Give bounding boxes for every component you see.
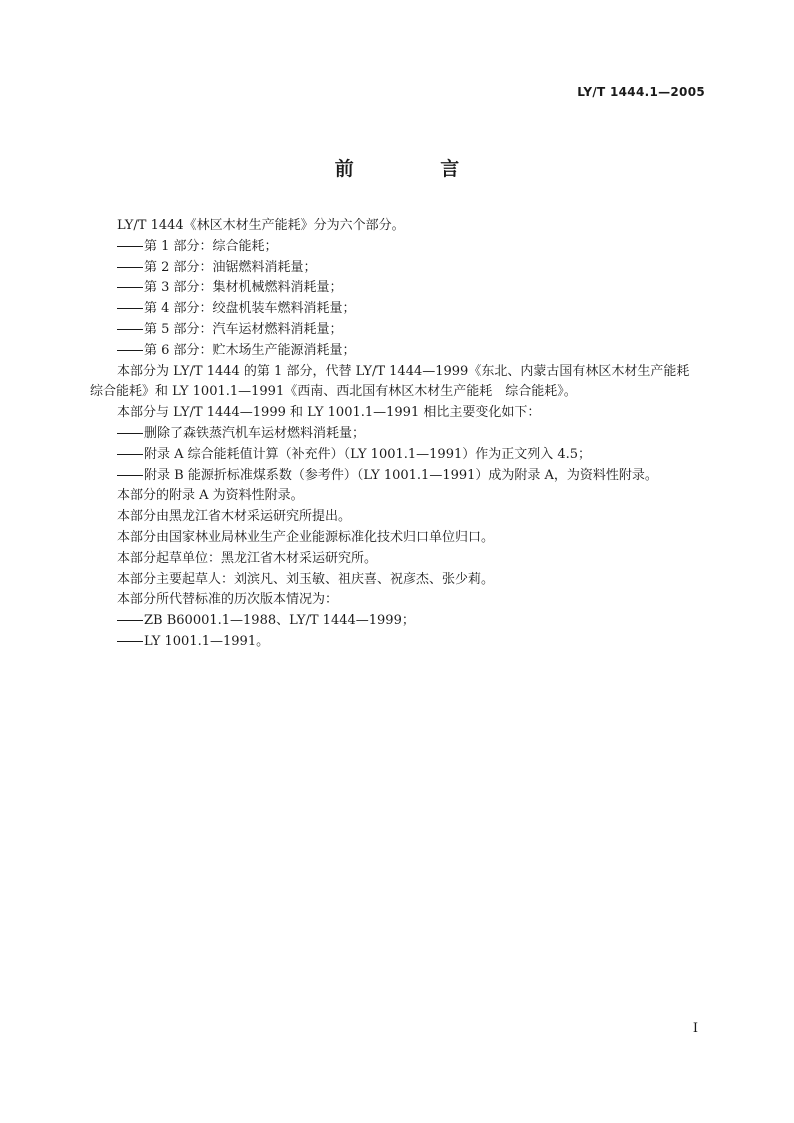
- dash-mark: [117, 329, 143, 330]
- list-item: [90, 237, 694, 258]
- list-item-text: 删除了森铁蒸汽机车运材燃料消耗量；: [144, 425, 366, 441]
- dash-mark: [117, 267, 143, 268]
- dash-mark: [117, 287, 143, 288]
- dash-mark: [117, 433, 143, 434]
- note-paragraph: 本部分的附录 A 为资料性附录。: [117, 488, 304, 504]
- list-item: [90, 445, 694, 466]
- dash-mark: [117, 620, 143, 621]
- list-item: [90, 466, 694, 487]
- list-item-text: 第 6 部分：贮木场生产能源消耗量；: [144, 342, 356, 358]
- list-item: [90, 611, 694, 632]
- document-body: [90, 216, 694, 653]
- page-number: I: [692, 1021, 698, 1036]
- note-paragraph: 本部分由黑龙江省木材采运研究所提出。: [117, 509, 352, 525]
- list-item-text: ZB B60001.1—1988、LY/T 1444—1999；: [144, 613, 415, 629]
- changes-intro: 本部分与 LY/T 1444—1999 和 LY 1001.1—1991 相比主要变化如下：: [117, 405, 541, 421]
- dash-mark: [117, 475, 143, 476]
- list-item: [90, 258, 694, 279]
- list-item: [90, 278, 694, 299]
- replace-paragraph: 本部分为 LY/T 1444 的第 1 部分，代替 LY/T 1444—1999《东北、内蒙古国有林区木材生产能耗 综合能耗》和 LY 1001.1—1991《西南、西北国有林区木材生产能耗 综合能耗》。: [90, 363, 690, 400]
- dash-mark: [117, 308, 143, 309]
- list-item: [90, 632, 694, 653]
- std-number: LY/T 1444.1—2005: [577, 85, 705, 99]
- note-paragraph: 本部分所代替标准的历次版本情况为：: [117, 592, 339, 608]
- list-item: [90, 341, 694, 362]
- list-item: [90, 320, 694, 341]
- list-item-text: 第 1 部分：综合能耗；: [144, 238, 278, 254]
- dash-mark: [117, 454, 143, 455]
- list-item-text: 第 5 部分：汽车运材燃料消耗量；: [144, 321, 343, 337]
- list-item: [90, 299, 694, 320]
- note-paragraph: 本部分主要起草人：刘滨凡、刘玉敏、祖庆喜、祝彦杰、张少莉。: [117, 571, 495, 587]
- list-item-text: 第 3 部分：集材机械燃料消耗量；: [144, 280, 343, 296]
- list-item-text: 第 4 部分：绞盘机装车燃料消耗量；: [144, 301, 356, 317]
- list-item: [90, 424, 694, 445]
- list-item-text: 附录 B 能源折标准煤系数（参考件）（LY 1001.1—1991）成为附录 A，为资料性附录。: [144, 467, 658, 483]
- intro-paragraph: LY/T 1444《林区木材生产能耗》分为六个部分。: [117, 218, 405, 233]
- list-item-text: 第 2 部分：油锯燃料消耗量；: [144, 259, 317, 275]
- dash-mark: [117, 246, 143, 247]
- page-title: 前 言: [334, 158, 500, 180]
- list-item-text: LY 1001.1—1991。: [144, 633, 270, 649]
- note-paragraph: 本部分起草单位：黑龙江省木材采运研究所。: [117, 550, 378, 566]
- list-item-text: 附录 A 综合能耗值计算（补充件）（LY 1001.1—1991）作为正文列入 4.5；: [144, 446, 592, 462]
- dash-mark: [117, 641, 143, 642]
- dash-mark: [117, 350, 143, 351]
- note-paragraph: 本部分由国家林业局林业生产企业能源标准化技术归口单位归口。: [117, 529, 495, 545]
